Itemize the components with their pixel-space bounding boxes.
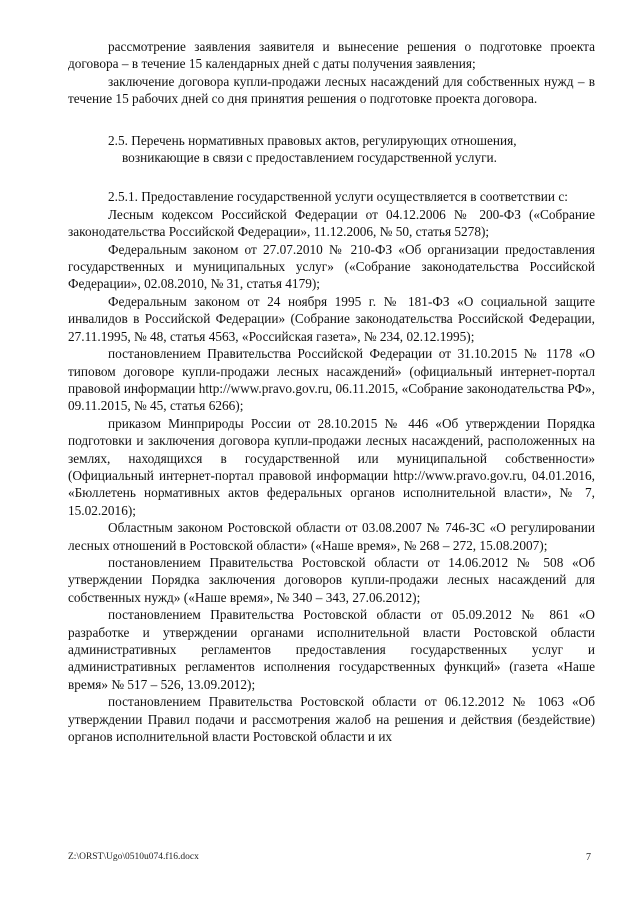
section-heading-line: возникающие в связи с предоставлением государственной услуги. xyxy=(122,150,497,166)
paragraph: постановлением Правительства Ростовской области от 14.06.2012 № 508 «Об утверждении Порядка заключения договоров купли-продажи лесных насаждений для собственных нужд» («Наше время», № 340 – 343, 27.06.2012); xyxy=(68,554,595,605)
paragraph: постановлением Правительства Ростовской области от 05.09.2012 № 861 «О разработке и утверждении органами исполнительной власти Ростовской области административных регламентов предоставления государственных услуг и административных регламентов исполнения государственных функций» (газета «Наше время» № 517 – 526, 13.09.2012); xyxy=(68,607,595,692)
page-number: 7 xyxy=(586,852,591,863)
paragraph: постановлением Правительства Российской Федерации от 31.10.2015 № 1178 «О типовом договоре купли-продажи лесных насаждений» (официальный интернет-портал правовой информации http://www.pravo.gov.ru, 06.11.2015, «Собрание законодательства РФ», 09.11.2015, № 45, статья 6266); xyxy=(68,346,595,414)
paragraph: рассмотрение заявления заявителя и вынесение решения о подготовке проекта договора – в течение 15 календарных дней с даты получения заявления; xyxy=(68,39,595,72)
section-heading-line: 2.5. Перечень нормативных правовых актов, регулирующих отношения, xyxy=(108,132,517,148)
section-heading xyxy=(68,132,595,167)
paragraph: постановлением Правительства Ростовской области от 06.12.2012 № 1063 «Об утверждении Правил подачи и рассмотрения жалоб на решения и действия (бездействие) органов исполнительной власти Ростовской области и их xyxy=(68,694,595,745)
document-body xyxy=(68,38,595,745)
paragraph: Лесным кодексом Российской Федерации от 04.12.2006 № 200-ФЗ («Собрание законодательства Российской Федерации», 11.12.2006, № 50, статья 5278); xyxy=(68,206,595,240)
paragraph: 2.5.1. Предоставление государственной услуги осуществляется в соответствии с: xyxy=(108,189,568,205)
paragraph: Федеральным законом от 24 ноября 1995 г. № 181-ФЗ «О социальной защите инвалидов в Российской Федерации» (Собрание законодательства Российской Федерации, 27.11.1995, № 48, статья 4563, «Российская газета», № 234, 02.12.1995); xyxy=(68,293,595,344)
paragraph: заключение договора купли-продажи лесных насаждений для собственных нужд – в течение 15 рабочих дней со дня принятия решения о подготовке проекта договора. xyxy=(68,73,595,107)
paragraph: приказом Минприроды России от 28.10.2015 № 446 «Об утверждении Порядка подготовки и заключения договора купли-продажи лесных насаждений, расположенных на землях, находящихся в государственной или муниципальной собственности» (Официальный интернет-портал правовой информации http://www.pravo.gov.ru, 04.01.2016, «Бюллетень нормативных актов федеральных органов исполнительной власти», № 7, 15.02.2016); xyxy=(68,415,595,518)
footer-file-path: Z:\ORST\Ugo\0510u074.f16.docx xyxy=(68,852,199,862)
paragraph: Областным законом Ростовской области от 03.08.2007 № 746-ЗС «О регулировании лесных отношений в Ростовской области» («Наше время», № 268 – 272, 15.08.2007); xyxy=(68,520,595,553)
paragraph: Федеральным законом от 27.07.2010 № 210-ФЗ «Об организации предоставления государственных и муниципальных услуг» («Собрание законодательства Российской Федерации», 02.08.2010, № 31, статья 4179); xyxy=(68,241,595,292)
